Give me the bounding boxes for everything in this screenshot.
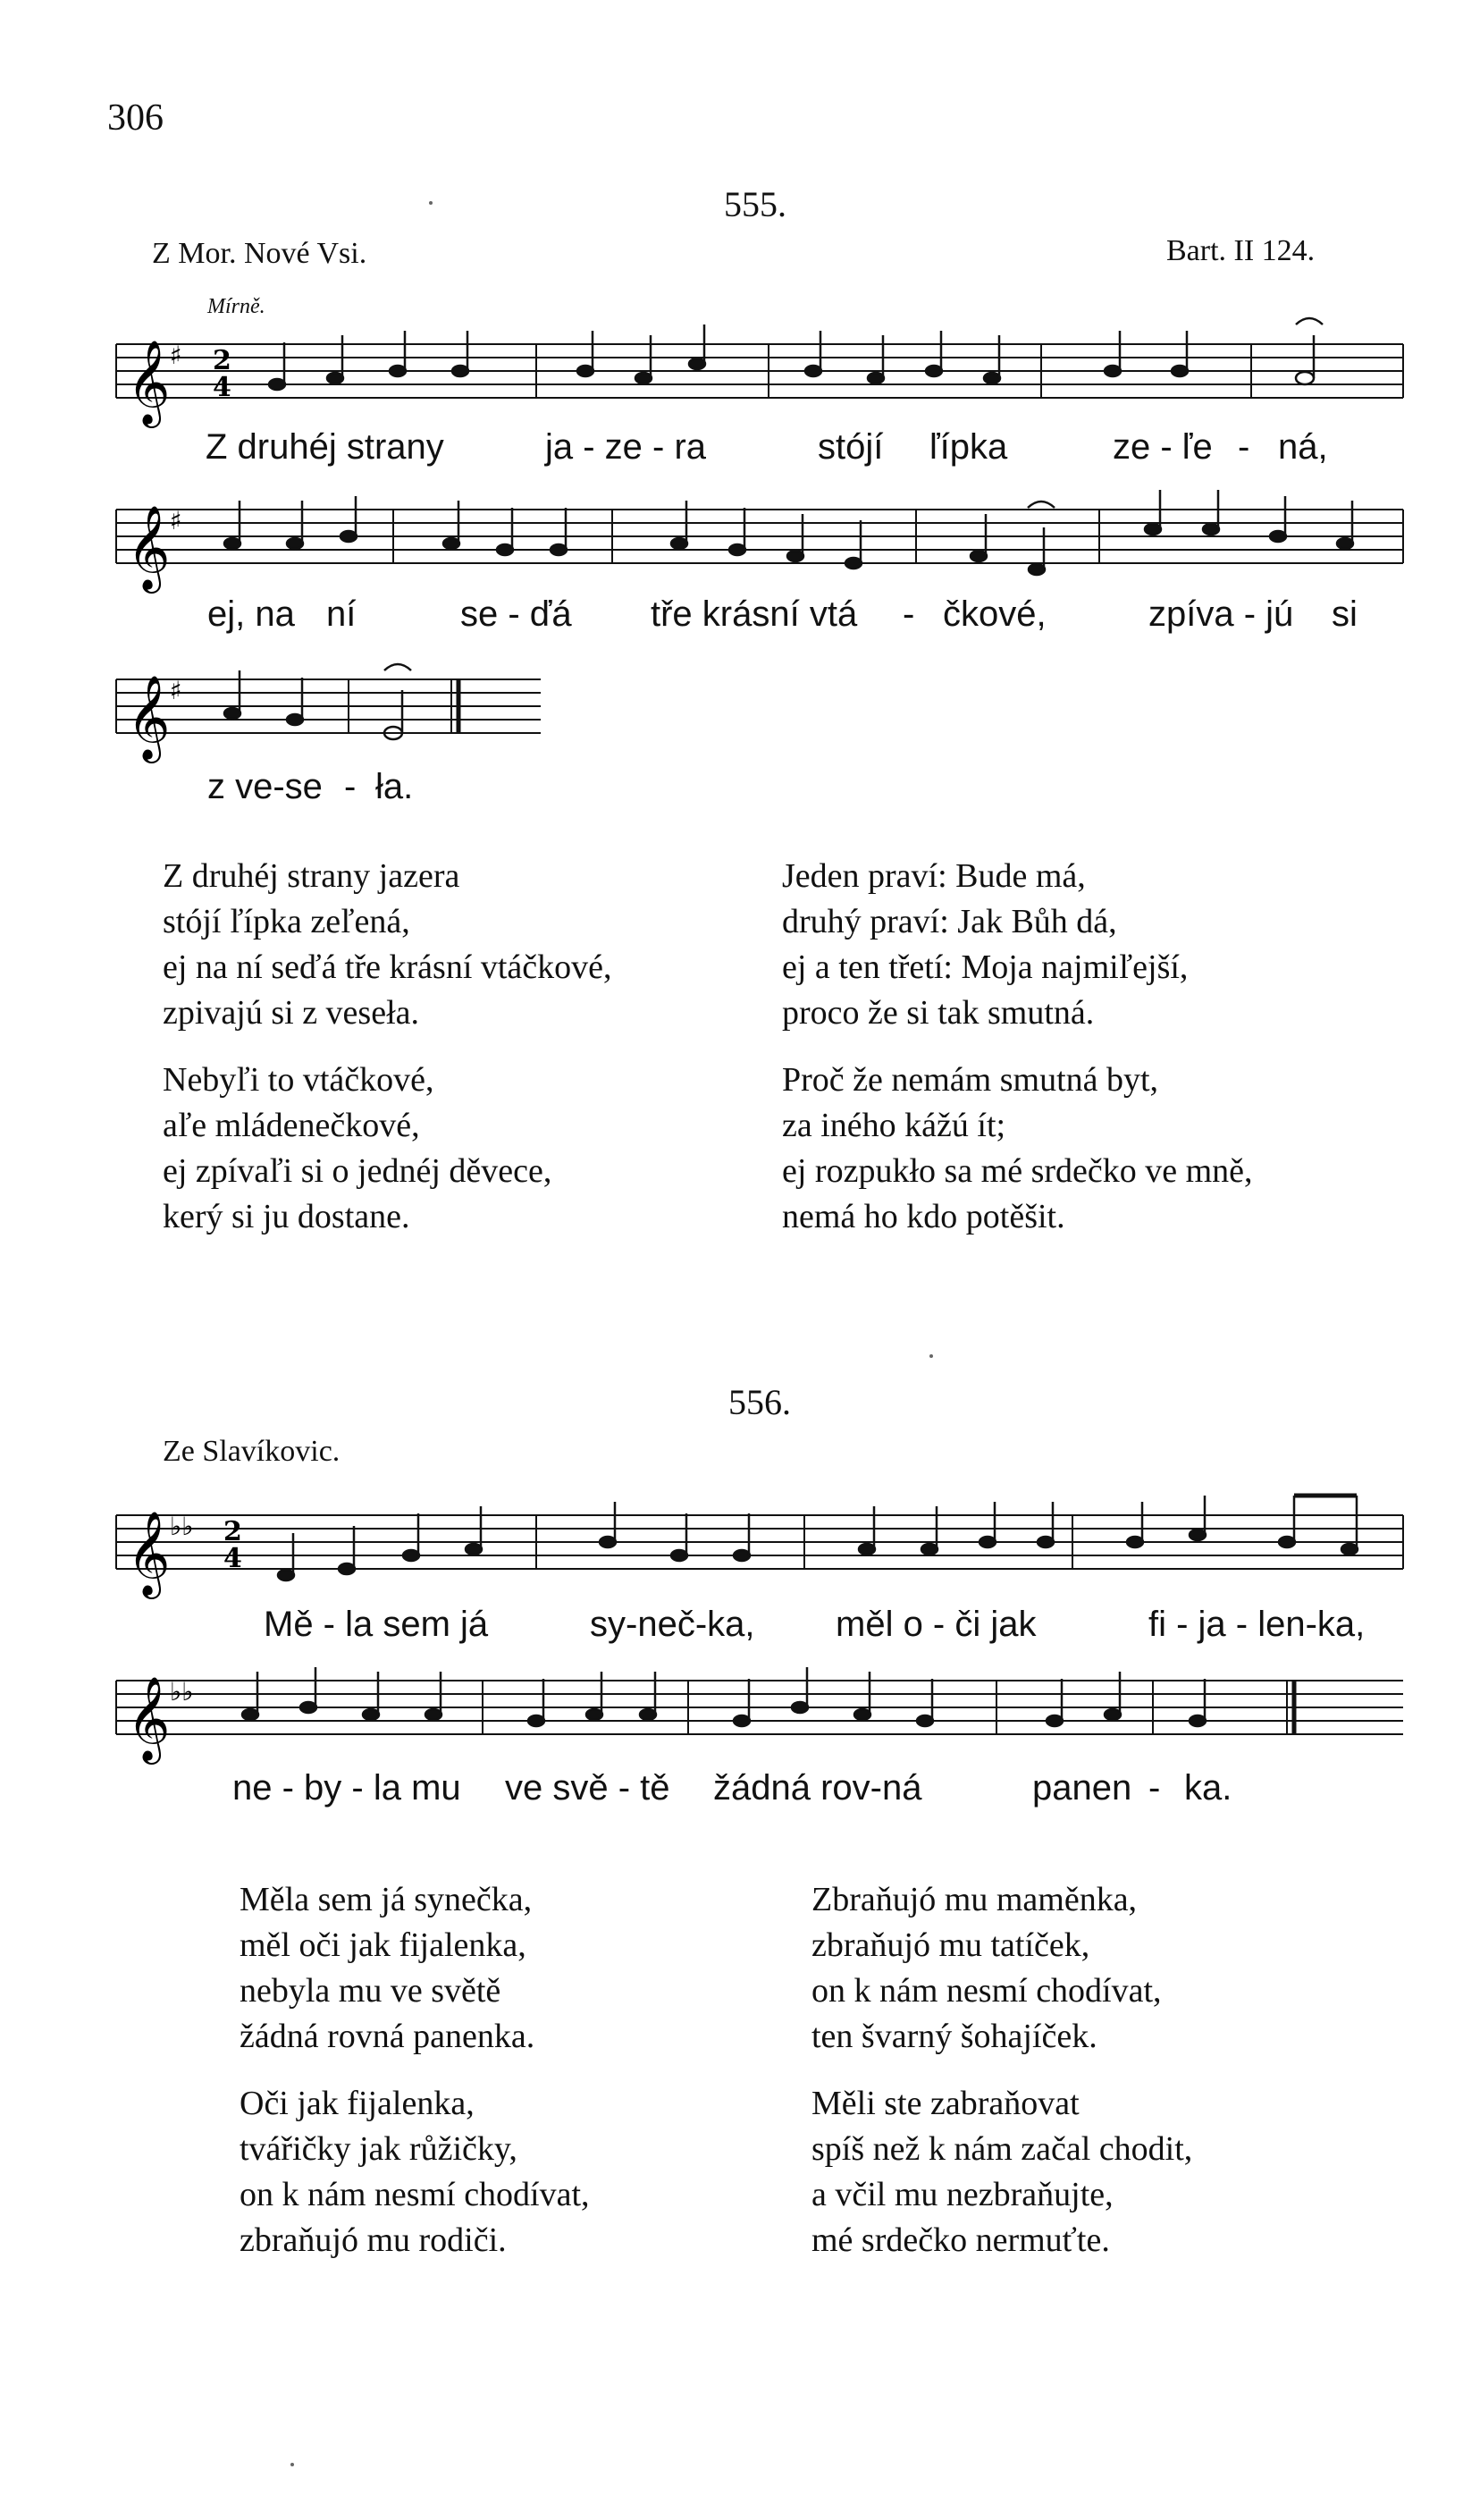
staff-lines xyxy=(116,344,1403,398)
lyric-segment: sy-neč-ka, xyxy=(590,1605,755,1644)
treble-clef-icon: 𝄞 xyxy=(127,340,171,425)
treble-clef-icon: 𝄞 xyxy=(127,675,171,760)
verse-line: Proč že nemám smutná byt, xyxy=(782,1061,1159,1099)
scan-speck xyxy=(429,201,433,205)
lyric-segment: měl o - či jak xyxy=(836,1605,1037,1644)
lyric-segment: ve svě - tě xyxy=(505,1768,670,1808)
verse-line: druhý praví: Jak Bůh dá, xyxy=(782,903,1117,940)
verse-line: kerý si ju dostane. xyxy=(163,1198,410,1235)
lyric-segment: zpíva - jú xyxy=(1148,594,1294,634)
verse-line: tvářičky jak růžičky, xyxy=(240,2130,517,2168)
scan-speck xyxy=(290,2463,294,2466)
stanza xyxy=(811,1877,1192,2060)
verse-line: nemá ho kdo potěšit. xyxy=(782,1198,1065,1235)
verse-line: za iného kážú ít; xyxy=(782,1107,1006,1144)
lyric-segment: fi - ja - len-ka, xyxy=(1148,1605,1366,1644)
verse-line: Nebyľi to vtáčkové, xyxy=(163,1061,434,1099)
staff-lines xyxy=(116,510,1403,563)
verse-column-right xyxy=(811,1877,1192,2285)
lyric-segment: z ve-se xyxy=(207,767,323,806)
song-source: Ze Slavíkovic. xyxy=(163,1435,341,1468)
verse-line: Měla sem já synečka, xyxy=(240,1881,533,1918)
song-number: 556. xyxy=(728,1382,791,1422)
song-reference: Bart. II 124. xyxy=(1166,234,1316,267)
verse-line: Měli ste zabraňovat xyxy=(811,2085,1080,2122)
key-signature: ♭♭ xyxy=(170,1512,194,1541)
verse-column-right xyxy=(782,854,1253,1261)
music-staff xyxy=(107,653,554,769)
verse-line: spíš než k nám začal chodit, xyxy=(811,2130,1193,2168)
verse-line: zpivajú si z veseła. xyxy=(163,994,420,1032)
lyric-segment: ka. xyxy=(1184,1768,1232,1808)
verse-line: Zbraňujó mu maměnka, xyxy=(811,1881,1138,1918)
key-signature: ♯ xyxy=(170,506,182,535)
verse-line: zbraňujó mu tatíček, xyxy=(811,1926,1090,1964)
verse-line: Oči jak fijalenka, xyxy=(240,2085,475,2122)
verse-line: ej a ten třetí: Moja najmiľejší, xyxy=(782,948,1189,986)
lyric-segment: ła. xyxy=(375,767,414,806)
music-staff xyxy=(107,317,1412,434)
key-signature: ♭♭ xyxy=(170,1677,194,1707)
lyric-segment: - xyxy=(344,767,357,806)
notes xyxy=(278,1496,1358,1580)
lyric-segment: ze - ľe xyxy=(1113,427,1213,467)
lyric-segment: panen xyxy=(1032,1768,1132,1808)
stanza xyxy=(782,854,1253,1036)
song-source: Z Mor. Nové Vsi. xyxy=(152,237,367,270)
music-staff xyxy=(107,1654,1412,1770)
verse-line: Jeden praví: Bude má, xyxy=(782,857,1086,895)
verse-line: aľe mládenečkové, xyxy=(163,1107,420,1144)
stanza xyxy=(811,2081,1192,2263)
verse-column-left xyxy=(240,1877,590,2285)
lyric-segment: ja - ze - ra xyxy=(545,427,707,467)
treble-clef-icon: 𝄞 xyxy=(127,505,171,590)
lyric-segment: ná, xyxy=(1278,427,1328,467)
lyric-segment: Mě - la sem já xyxy=(264,1605,489,1644)
time-signature-bottom: 4 xyxy=(223,1543,242,1574)
lyric-segment: čkové, xyxy=(943,594,1047,634)
treble-clef-icon: 𝄞 xyxy=(127,1511,171,1596)
lyric-segment: - xyxy=(903,594,915,634)
page-number: 306 xyxy=(107,97,164,139)
music-staff xyxy=(107,483,1412,599)
lyric-segment: ej, na xyxy=(207,594,295,634)
song-number: 555. xyxy=(724,184,786,224)
verse-line: ej na ní seďá tře krásní vtáčkové, xyxy=(163,948,612,986)
verse-line: ten švarný šohajíček. xyxy=(811,2018,1097,2055)
lyric-segment: - xyxy=(1238,427,1250,467)
notes xyxy=(242,1667,1206,1726)
lyric-segment: ne - by - la mu xyxy=(232,1768,461,1808)
verse-line: a včil mu nezbraňujte, xyxy=(811,2176,1114,2213)
lyric-segment: ľípka xyxy=(929,427,1008,467)
stanza xyxy=(163,854,612,1036)
scan-speck xyxy=(929,1354,933,1358)
time-signature-bottom: 4 xyxy=(213,372,231,403)
verse-line: proco že si tak smutná. xyxy=(782,994,1095,1032)
verse-line: mé srdečko nermuťte. xyxy=(811,2221,1110,2259)
stanza xyxy=(782,1058,1253,1240)
stanza xyxy=(240,2081,590,2263)
verse-line: ej zpívaľi si o jednéj děvece, xyxy=(163,1152,552,1190)
verse-line: nebyla mu ve světě xyxy=(240,1972,501,2010)
verse-line: měl oči jak fijalenka, xyxy=(240,1926,526,1964)
notes xyxy=(269,318,1323,390)
lyric-segment: Z druhéj strany xyxy=(206,427,444,467)
verse-line: Z druhéj strany jazera xyxy=(163,857,460,895)
key-signature: ♯ xyxy=(170,676,182,705)
lyric-segment: tře krásní vtá xyxy=(651,594,858,634)
lyric-segment: si xyxy=(1332,594,1358,634)
lyric-segment: ní xyxy=(326,594,357,634)
tempo-marking: Mírně. xyxy=(207,295,265,318)
verse-line: stójí ľípka zeľená, xyxy=(163,903,410,940)
lyric-segment: se - ďá xyxy=(460,594,572,634)
time-signature-top: 2 xyxy=(213,345,231,376)
treble-clef-icon: 𝄞 xyxy=(127,1676,171,1761)
lyric-segment: stójí xyxy=(818,427,884,467)
time-signature-top: 2 xyxy=(223,1516,242,1547)
key-signature: ♯ xyxy=(170,341,182,370)
verse-line: zbraňujó mu rodiči. xyxy=(240,2221,507,2259)
staff-lines xyxy=(116,1515,1403,1569)
lyric-segment: žádná rov-ná xyxy=(713,1768,922,1808)
verse-line: ej rozpukło sa mé srdečko ve mně, xyxy=(782,1152,1253,1190)
notes xyxy=(224,664,411,739)
stanza xyxy=(240,1877,590,2060)
verse-column-left xyxy=(163,854,612,1261)
stanza xyxy=(163,1058,612,1240)
verse-line: on k nám nesmí chodívat, xyxy=(240,2176,590,2213)
lyric-segment: - xyxy=(1148,1768,1161,1808)
music-staff xyxy=(107,1488,1412,1605)
verse-line: on k nám nesmí chodívat, xyxy=(811,1972,1162,2010)
verse-line: žádná rovná panenka. xyxy=(240,2018,535,2055)
